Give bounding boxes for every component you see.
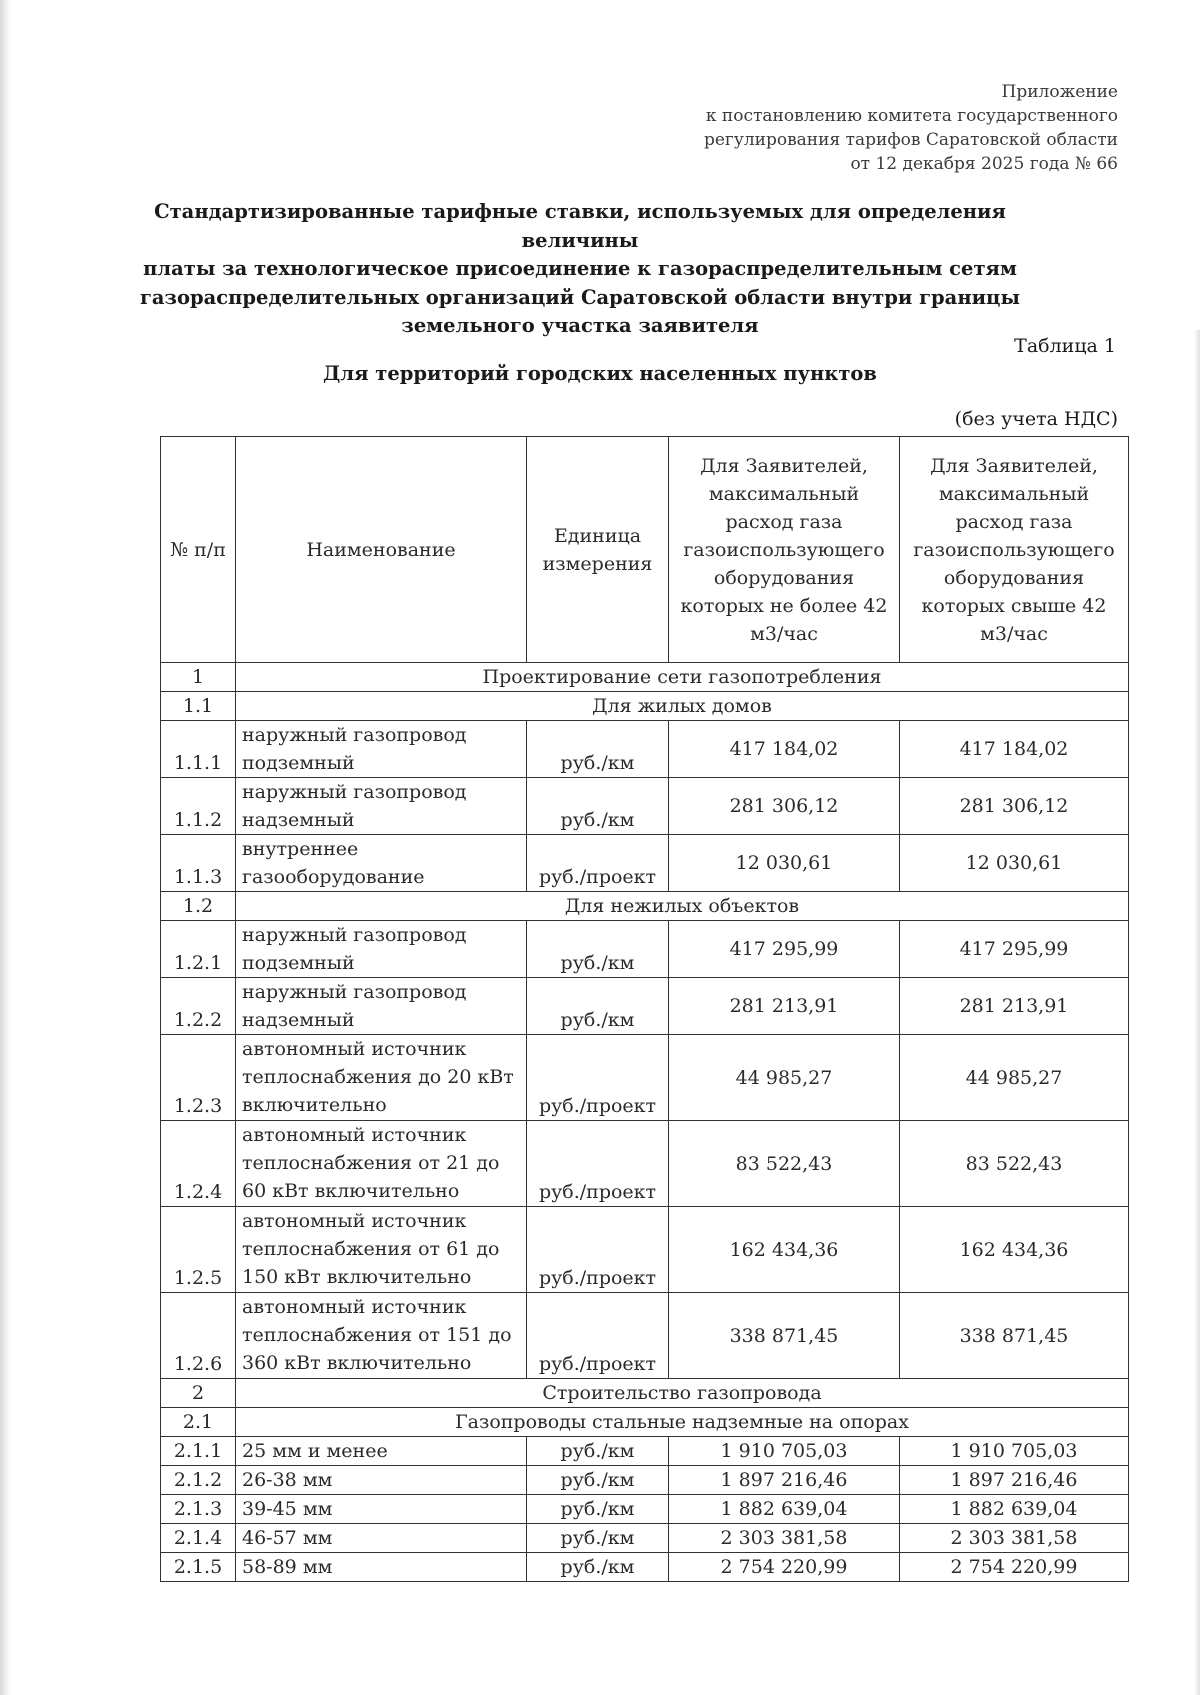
title-line: земельного участка заявителя xyxy=(401,314,759,337)
value-up-to-42: 83 522,43 xyxy=(669,1121,900,1207)
section-row xyxy=(161,663,1129,692)
table-header-row xyxy=(161,437,1129,663)
header-name: Наименование xyxy=(236,437,527,663)
table-row xyxy=(161,1495,1129,1524)
item-number: 1.2.1 xyxy=(161,921,236,978)
item-unit: руб./проект xyxy=(527,1121,669,1207)
value-over-42: 338 871,45 xyxy=(900,1293,1129,1379)
tariff-table xyxy=(160,436,1129,1582)
table-label: Таблица 1 xyxy=(1014,335,1116,357)
item-number: 1.2.5 xyxy=(161,1207,236,1293)
item-name: 39-45 мм xyxy=(236,1495,527,1524)
item-name: автономный источник теплоснабжения от 151 до 360 кВт включительно xyxy=(236,1293,527,1379)
item-number: 1.2.6 xyxy=(161,1293,236,1379)
item-name: 46-57 мм xyxy=(236,1524,527,1553)
section-row xyxy=(161,1408,1129,1437)
table-row xyxy=(161,1466,1129,1495)
vat-note: (без учета НДС) xyxy=(954,408,1118,430)
appendix-line: Приложение xyxy=(1001,82,1118,102)
item-name: наружный газопровод надземный xyxy=(236,978,527,1035)
section-title: Газопроводы стальные надземные на опорах xyxy=(236,1408,1129,1437)
item-name: автономный источник теплоснабжения от 21 до 60 кВт включительно xyxy=(236,1121,527,1207)
table-subtitle: Для территорий городских населенных пунктов xyxy=(323,362,877,385)
item-number: 1.2.4 xyxy=(161,1121,236,1207)
section-number: 2.1 xyxy=(161,1408,236,1437)
item-name: наружный газопровод подземный xyxy=(236,721,527,778)
header-col1: Для Заявителей, максимальный расход газа газоиспользующего оборудования которых не более 42 м3/час xyxy=(669,437,900,663)
appendix-line: регулирования тарифов Саратовской области xyxy=(703,130,1118,150)
value-over-42: 1 910 705,03 xyxy=(900,1437,1129,1466)
table-row xyxy=(161,1207,1129,1293)
item-unit: руб./км xyxy=(527,921,669,978)
table-row xyxy=(161,1121,1129,1207)
appendix-note xyxy=(598,80,1118,176)
item-unit: руб./км xyxy=(527,1437,669,1466)
value-up-to-42: 1 882 639,04 xyxy=(669,1495,900,1524)
value-up-to-42: 44 985,27 xyxy=(669,1035,900,1121)
title-line: платы за технологическое присоединение к газораспределительным сетям xyxy=(143,257,1017,280)
value-over-42: 12 030,61 xyxy=(900,835,1129,892)
table-row xyxy=(161,778,1129,835)
item-number: 1.2.2 xyxy=(161,978,236,1035)
item-unit: руб./км xyxy=(527,721,669,778)
item-name: 58-89 мм xyxy=(236,1553,527,1582)
title-line: газораспределительных организаций Саратовской области внутри границы xyxy=(139,285,1021,309)
section-title: Для нежилых объектов xyxy=(236,892,1129,921)
value-over-42: 1 882 639,04 xyxy=(900,1495,1129,1524)
item-name: 25 мм и менее xyxy=(236,1437,527,1466)
section-title: Строительство газопровода xyxy=(236,1379,1129,1408)
value-over-42: 281 306,12 xyxy=(900,778,1129,835)
value-up-to-42: 338 871,45 xyxy=(669,1293,900,1379)
value-over-42: 2 754 220,99 xyxy=(900,1553,1129,1582)
value-over-42: 162 434,36 xyxy=(900,1207,1129,1293)
value-up-to-42: 12 030,61 xyxy=(669,835,900,892)
appendix-line: к постановлению комитета государственного xyxy=(705,106,1118,126)
item-unit: руб./проект xyxy=(527,1293,669,1379)
item-unit: руб./км xyxy=(527,1495,669,1524)
section-row xyxy=(161,1379,1129,1408)
item-number: 2.1.5 xyxy=(161,1553,236,1582)
section-number: 1 xyxy=(161,663,236,692)
table-row xyxy=(161,1035,1129,1121)
item-unit: руб./км xyxy=(527,1524,669,1553)
value-up-to-42: 2 754 220,99 xyxy=(669,1553,900,1582)
value-up-to-42: 417 184,02 xyxy=(669,721,900,778)
item-number: 1.1.2 xyxy=(161,778,236,835)
section-number: 1.1 xyxy=(161,692,236,721)
item-name: 26-38 мм xyxy=(236,1466,527,1495)
section-number: 1.2 xyxy=(161,892,236,921)
header-col2: Для Заявителей, максимальный расход газа газоиспользующего оборудования которых свыше 42 м3/час xyxy=(900,437,1129,663)
table-row xyxy=(161,835,1129,892)
value-over-42: 44 985,27 xyxy=(900,1035,1129,1121)
item-number: 1.2.3 xyxy=(161,1035,236,1121)
item-number: 2.1.1 xyxy=(161,1437,236,1466)
item-unit: руб./км xyxy=(527,1466,669,1495)
value-up-to-42: 417 295,99 xyxy=(669,921,900,978)
value-up-to-42: 1 897 216,46 xyxy=(669,1466,900,1495)
table-row xyxy=(161,921,1129,978)
header-unit: Единица измерения xyxy=(527,437,669,663)
section-row xyxy=(161,892,1129,921)
value-over-42: 83 522,43 xyxy=(900,1121,1129,1207)
item-number: 2.1.2 xyxy=(161,1466,236,1495)
table-row xyxy=(161,1553,1129,1582)
value-up-to-42: 162 434,36 xyxy=(669,1207,900,1293)
value-up-to-42: 1 910 705,03 xyxy=(669,1437,900,1466)
item-number: 1.1.3 xyxy=(161,835,236,892)
table-row xyxy=(161,1437,1129,1466)
value-over-42: 2 303 381,58 xyxy=(900,1524,1129,1553)
table-row xyxy=(161,721,1129,778)
table-body xyxy=(161,663,1129,1582)
item-number: 2.1.4 xyxy=(161,1524,236,1553)
scan-edge-shadow-right xyxy=(1194,330,1200,1695)
value-up-to-42: 281 213,91 xyxy=(669,978,900,1035)
header-num: № п/п xyxy=(161,437,236,663)
section-title: Проектирование сети газопотребления xyxy=(236,663,1129,692)
item-unit: руб./проект xyxy=(527,1035,669,1121)
item-name: наружный газопровод надземный xyxy=(236,778,527,835)
section-number: 2 xyxy=(161,1379,236,1408)
table-row xyxy=(161,1524,1129,1553)
appendix-line: от 12 декабря 2025 года № 66 xyxy=(850,154,1118,174)
item-name: внутреннее газооборудование xyxy=(236,835,527,892)
value-over-42: 417 295,99 xyxy=(900,921,1129,978)
value-over-42: 281 213,91 xyxy=(900,978,1129,1035)
item-name: наружный газопровод подземный xyxy=(236,921,527,978)
item-name: автономный источник теплоснабжения от 61 до 150 кВт включительно xyxy=(236,1207,527,1293)
item-unit: руб./км xyxy=(527,978,669,1035)
item-unit: руб./км xyxy=(527,778,669,835)
table-row xyxy=(161,978,1129,1035)
item-name: автономный источник теплоснабжения до 20 кВт включительно xyxy=(236,1035,527,1121)
value-up-to-42: 281 306,12 xyxy=(669,778,900,835)
document-title xyxy=(130,198,1030,341)
item-unit: руб./проект xyxy=(527,1207,669,1293)
table-row xyxy=(161,1293,1129,1379)
value-over-42: 1 897 216,46 xyxy=(900,1466,1129,1495)
item-unit: руб./проект xyxy=(527,835,669,892)
item-number: 1.1.1 xyxy=(161,721,236,778)
item-number: 2.1.3 xyxy=(161,1495,236,1524)
value-up-to-42: 2 303 381,58 xyxy=(669,1524,900,1553)
scan-edge-shadow xyxy=(0,0,12,1695)
value-over-42: 417 184,02 xyxy=(900,721,1129,778)
title-line: Стандартизированные тарифные ставки, используемых для определения величины xyxy=(154,200,1006,252)
item-unit: руб./км xyxy=(527,1553,669,1582)
section-title: Для жилых домов xyxy=(236,692,1129,721)
section-row xyxy=(161,692,1129,721)
